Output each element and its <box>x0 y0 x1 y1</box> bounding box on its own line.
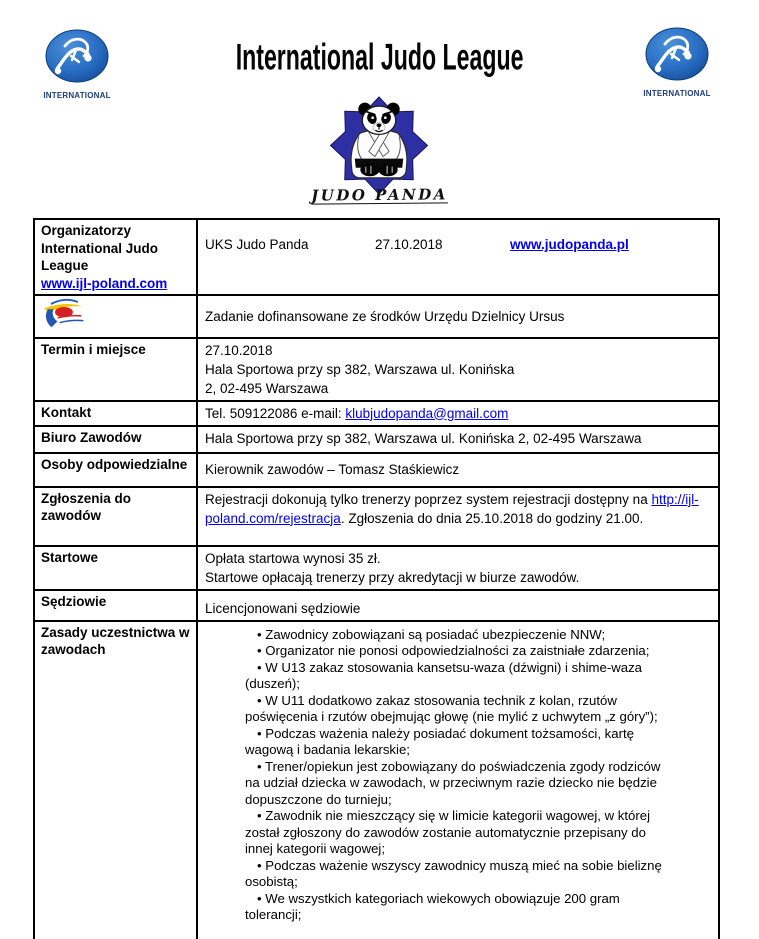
fee-line: Opłata startowa wynosi 35 zł. <box>205 550 381 566</box>
rules-bullet: • Zawodnik nie mieszczący się w limicie kategorii wagowej, w której został zgłoszony do zawodów zostanie automatycznie przepisany do innej kategorii wagowej; <box>245 808 651 856</box>
responsible-label: Osoby odpowiedzialne <box>35 454 198 486</box>
rules-value-cell <box>198 622 718 939</box>
registration-text-prefix: Rejestracji dokonują tylko trenerzy poprzez system rejestracji dostępny na <box>205 491 652 507</box>
rules-label: Zasady uczestnictwa w zawodach <box>35 622 198 939</box>
rules-bullet: • W U13 zakaz stosowania kansetsu-waza (dźwigni) i shime-waza (duszeń); <box>245 659 643 691</box>
office-label: Biuro Zawodów <box>35 427 198 452</box>
funding-logo-cell <box>35 296 198 337</box>
organizers-label-cell <box>35 220 198 294</box>
judo-panda-club-logo-icon <box>328 96 430 195</box>
office-value: Hala Sportowa przy sp 382, Warszawa ul. Konińska 2, 02-495 Warszawa <box>205 430 642 446</box>
term-value-cell <box>198 339 718 400</box>
organizers-value-cell <box>198 220 718 294</box>
badge-caption: INTERNATIONAL <box>43 91 111 100</box>
contact-value-cell <box>198 402 718 425</box>
rules-bullet: • We wszystkich kategoriach wiekowych obowiązuje 200 gram tolerancji; <box>245 890 620 922</box>
responsible-value-cell <box>198 454 718 486</box>
info-table <box>33 218 720 939</box>
row-term <box>35 339 718 402</box>
organizers-label: Organizatorzy International Judo League <box>41 223 159 273</box>
rules-bullet: • Podczas ważenie wszyscy zawodnicy muszą mieć na sobie bieliznę osobistą; <box>245 857 662 889</box>
referees-value: Licencjonowani sędziowie <box>205 600 361 616</box>
page-title: International Judo League <box>235 37 524 79</box>
row-funding <box>35 296 718 339</box>
registration-value-cell <box>198 488 718 545</box>
rules-bullet: • Podczas ważenia należy posiadać dokument tożsamości, kartę wagową i badania lekarskie; <box>245 725 634 757</box>
funding-text-cell <box>198 296 718 337</box>
row-rules <box>35 622 718 939</box>
fee-value-cell <box>198 547 718 589</box>
term-line: 27.10.2018 <box>205 342 273 358</box>
ijl-poland-link[interactable]: www.ijl-poland.com <box>41 275 168 291</box>
rules-bullet: • Organizator nie ponosi odpowiedzialności za zaistniałe zdarzenia; <box>257 643 650 658</box>
fee-label: Startowe <box>35 547 198 589</box>
rules-bullet: • Trener/opiekun jest zobowiązany do poświadczenia zgody rodziców na udział dziecka w zawodach, w przeciwnym razie dziecko nie będzie dopuszczone do turnieju; <box>245 758 661 807</box>
rules-bullet: • W U11 dodatkowo zakaz stosowania technik z kolan, rzutów poświęcenia i rzutów obejmując głowę (nie mylić z uchwytem „z góry”); <box>245 692 658 724</box>
funding-text: Zadanie dofinansowane ze środków Urzędu Dzielnicy Ursus <box>205 308 565 324</box>
registration-text-suffix: . Zgłoszenia do dnia 25.10.2018 do godziny 21.00. <box>340 510 644 526</box>
club-name: UKS Judo Panda <box>205 237 309 252</box>
row-organizers <box>35 220 718 296</box>
event-date: 27.10.2018 <box>375 237 443 252</box>
row-referees <box>35 591 718 622</box>
contact-email-link[interactable]: klubjudopanda@gmail.com <box>345 405 509 421</box>
term-line: 2, 02-495 Warszawa <box>205 380 329 396</box>
row-office <box>35 427 718 454</box>
rules-bullet: • Zawodnicy zobowiązani są posiadać ubezpieczenie NNW; <box>257 626 606 642</box>
referees-label: Sędziowie <box>35 591 198 620</box>
term-label: Termin i miejsce <box>35 339 198 400</box>
panda-logo-caption: JUDO PANDA <box>311 185 448 205</box>
fee-line: Startowe opłacają trenerzy przy akredytacji w biurze zawodów. <box>205 569 580 585</box>
row-registration <box>35 488 718 547</box>
warsaw-ursus-district-logo-icon <box>37 298 89 330</box>
responsible-text: Kierownik zawodów – Tomasz Staśkiewicz <box>205 462 460 477</box>
contact-text: Tel. 509122086 e-mail: <box>205 405 346 421</box>
registration-link[interactable]: http://ijl-poland.com/rejestracja <box>205 491 699 526</box>
row-responsible <box>35 454 718 488</box>
registration-label: Zgłoszenia do zawodów <box>35 488 198 545</box>
row-fee <box>35 547 718 591</box>
term-line: Hala Sportowa przy sp 382, Warszawa ul. Konińska <box>205 361 515 377</box>
row-contact <box>35 402 718 427</box>
judo-panda-logo <box>328 96 430 200</box>
judopanda-website-link[interactable]: www.judopanda.pl <box>510 237 629 252</box>
badge-caption: INTERNATIONAL <box>643 89 711 98</box>
contact-label: Kontakt <box>35 402 198 425</box>
